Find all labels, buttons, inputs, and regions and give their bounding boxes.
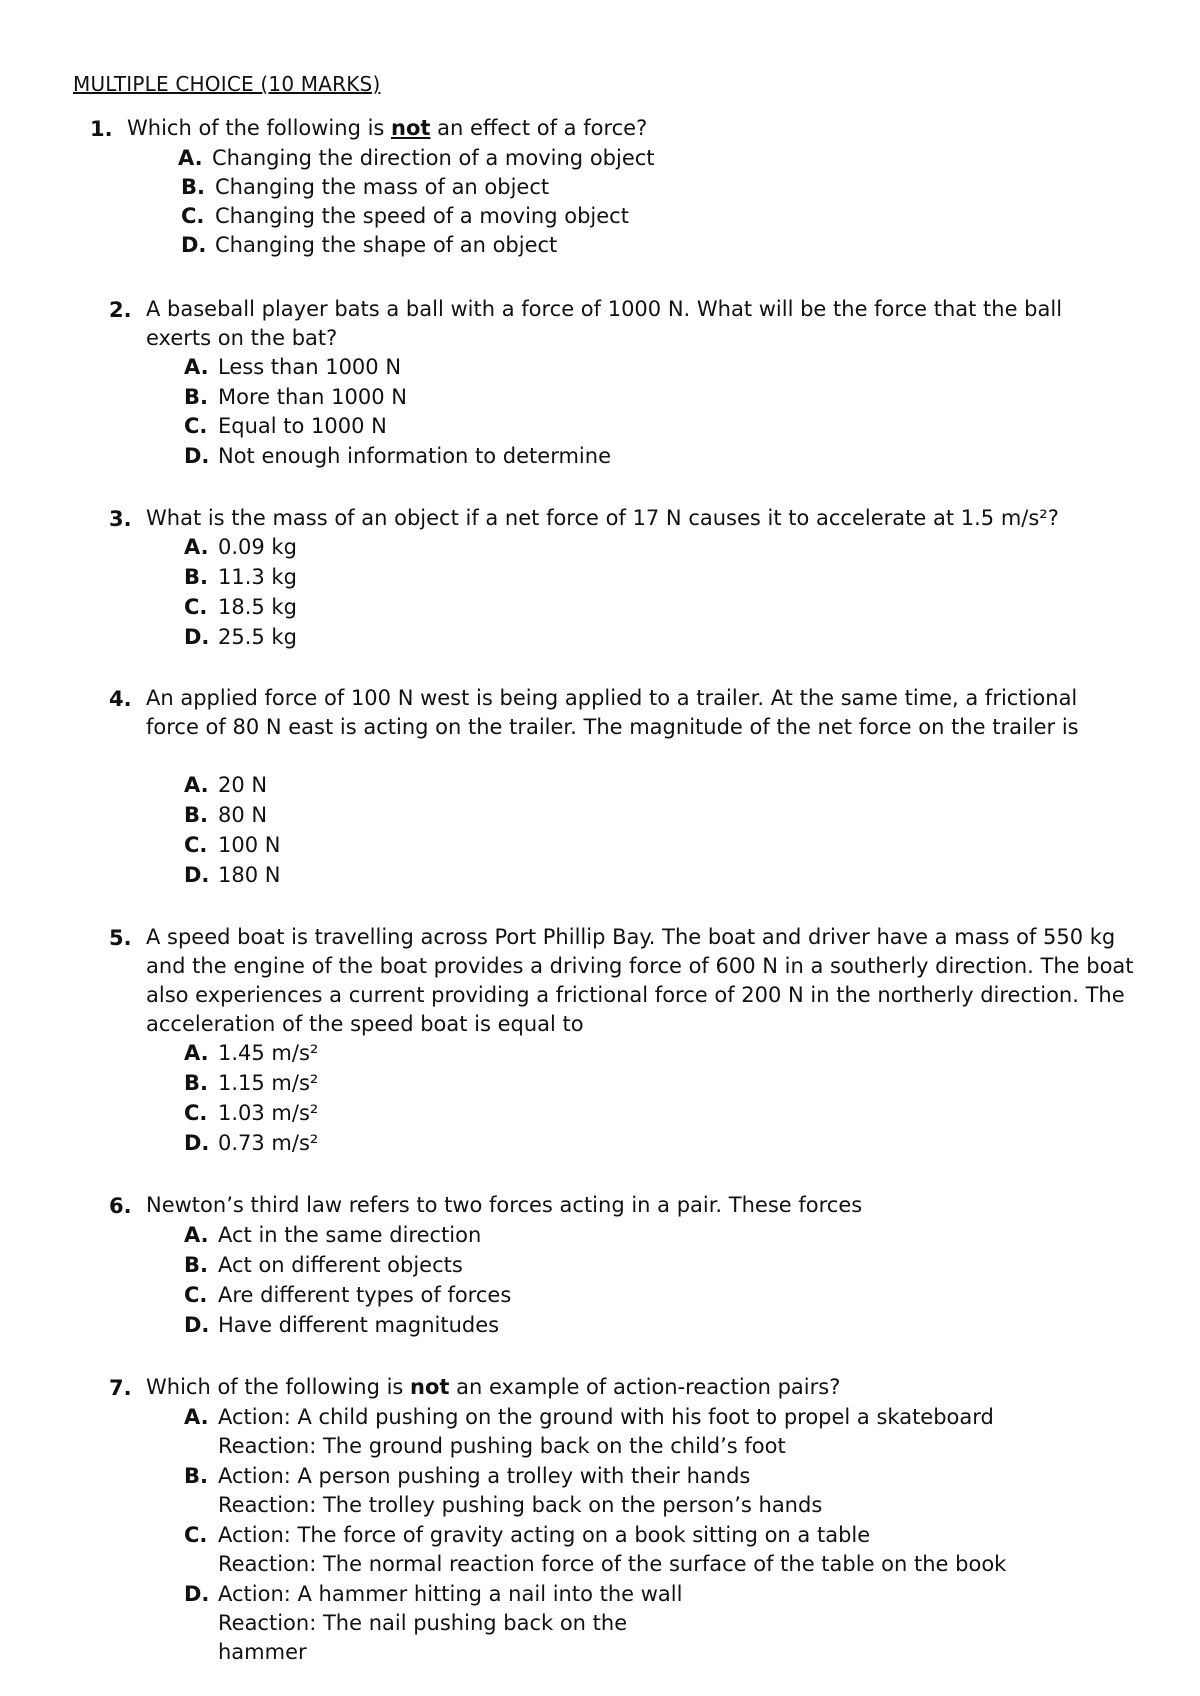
option-b: B. Changing the mass of an object <box>181 175 550 199</box>
option-b: B. Act on different objects <box>184 1253 463 1277</box>
option-d: D. Not enough information to determine <box>184 444 611 468</box>
option-c: C. Equal to 1000 N <box>184 414 387 438</box>
option-c-reaction: Reaction: The normal reaction force of the surface of the table on the book <box>218 1552 1007 1576</box>
option-b: B. 80 N <box>184 803 268 827</box>
option-d: D. 0.73 m/s² <box>184 1131 319 1155</box>
option-b: B. More than 1000 N <box>184 385 407 409</box>
option-a: A. 0.09 kg <box>184 535 297 559</box>
question-number: 3. <box>109 507 132 531</box>
emphasis-not: not <box>410 1375 450 1399</box>
question-text: Newton’s third law refers to two forces acting in a pair. These forces <box>146 1193 863 1217</box>
question-text: Which of the following is not an effect of a force? <box>127 116 648 140</box>
question-number: 6. <box>109 1194 132 1218</box>
option-d: D. Changing the shape of an object <box>181 233 558 257</box>
option-b: B. 11.3 kg <box>184 565 297 589</box>
option-d: D. Have different magnitudes <box>184 1313 500 1337</box>
question-text: What is the mass of an object if a net force of 17 N causes it to accelerate at 1.5 m/s²? <box>146 506 1059 530</box>
question-number: 7. <box>109 1376 132 1400</box>
option-c: C. 1.03 m/s² <box>184 1101 319 1125</box>
option-b: B. Action: A person pushing a trolley with their hands Reaction: The trolley pushing back on the person’s hands <box>184 1462 1104 1491</box>
option-d: D. 25.5 kg <box>184 625 297 649</box>
option-a: A. Changing the direction of a moving object <box>178 146 655 170</box>
option-a: A. Action: A child pushing on the ground with his foot to propel a skateboard Reaction: The ground pushing back on the child’s foot <box>184 1403 1104 1432</box>
option-c: C. 18.5 kg <box>184 595 297 619</box>
option-b: B. 1.15 m/s² <box>184 1071 319 1095</box>
question-number: 4. <box>109 687 132 711</box>
option-a: A. 1.45 m/s² <box>184 1041 319 1065</box>
option-c: C. 100 N <box>184 833 281 857</box>
emphasis-not: not <box>391 116 431 140</box>
question-text: Which of the following is not an example of action-reaction pairs? <box>146 1375 841 1399</box>
option-b-reaction: Reaction: The trolley pushing back on the person’s hands <box>218 1493 823 1517</box>
option-a: A. 20 N <box>184 773 268 797</box>
option-c: C. Are different types of forces <box>184 1283 512 1307</box>
option-d-reaction: Reaction: The nail pushing back on the <box>218 1611 628 1635</box>
option-c: C. Action: The force of gravity acting on a book sitting on a table Reaction: The normal reaction force of the surface of the table on the book <box>184 1521 1104 1550</box>
option-d: D. 180 N <box>184 863 281 887</box>
option-a: A. Act in the same direction <box>184 1223 482 1247</box>
question-number: 1. <box>90 117 113 141</box>
option-c: C. Changing the speed of a moving object <box>181 204 629 228</box>
option-a-reaction: Reaction: The ground pushing back on the child’s foot <box>218 1434 786 1458</box>
question-text: A speed boat is travelling across Port Phillip Bay. The boat and driver have a mass of 550 kg and the engine of the boat provides a driving force of 600 N in a southerly direction. The boat also experiences a current providing a frictional force of 200 N in the northerly direction. The acceleration of the speed boat is equal to <box>146 925 1134 1036</box>
question-number: 5. <box>109 926 132 950</box>
option-d: D. Action: A hammer hitting a nail into the wall Reaction: The nail pushing back on the hammer <box>184 1580 1104 1609</box>
question-text: A baseball player bats a ball with a force of 1000 N. What will be the force that the ball exerts on the bat? <box>146 297 1063 350</box>
option-d-reaction-cont: hammer <box>218 1640 307 1664</box>
section-heading: MULTIPLE CHOICE (10 MARKS) <box>73 72 381 96</box>
option-a: A. Less than 1000 N <box>184 355 402 379</box>
question-number: 2. <box>109 298 132 322</box>
question-text: An applied force of 100 N west is being applied to a trailer. At the same time, a frictional force of 80 N east is acting on the trailer. The magnitude of the net force on the trailer is <box>146 686 1079 739</box>
